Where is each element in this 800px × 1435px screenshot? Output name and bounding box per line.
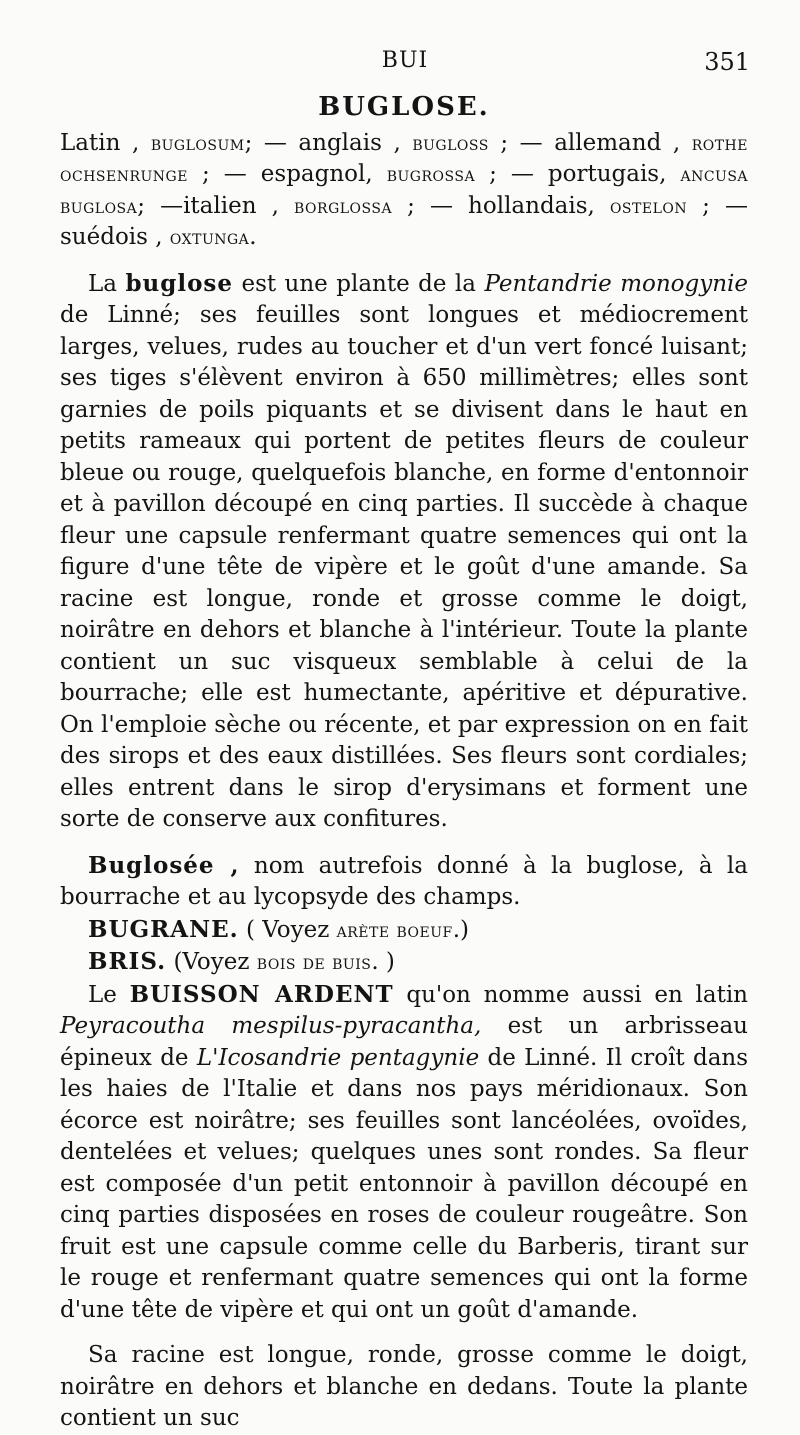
- term-bugrane: BUGRANE.: [88, 915, 239, 943]
- name-suedois: oxtunga: [169, 225, 250, 249]
- paragraph-bris: [60, 946, 748, 979]
- text-sep7: ; — suédois ,: [60, 192, 748, 250]
- text-shrub-of: est un arbrisseau épineux de: [60, 1013, 748, 1071]
- text-sep6: ; — hollandais,: [407, 192, 595, 219]
- text-buglosee: nom autrefois donné à la buglose, à la bourrache et au lycopsyde des champs.: [60, 852, 748, 910]
- text-sep2: ; — allemand ,: [500, 129, 681, 156]
- term-buisson-ardent: BUISSON ARDENT: [129, 980, 394, 1008]
- name-espagnol: bugrossa: [386, 162, 476, 186]
- paragraph-buglosee: [60, 850, 748, 914]
- taxon-pentandrie: Pentandrie monogynie: [484, 270, 749, 297]
- paragraph-buglose-description: [60, 268, 748, 836]
- term-buglose: buglose: [125, 269, 233, 297]
- paragraph-buisson-root: Sa racine est longue, ronde, grosse comme le doigt, noirâtre en dehors et blanche en dedans. Toute la plante contient un suc: [60, 1342, 748, 1431]
- page-number: 351: [704, 48, 750, 76]
- name-allemand: rothe ochsenrunge: [60, 130, 748, 186]
- crossref-arete-boeuf: arète boeuf: [336, 917, 453, 942]
- text-bugrane-post: .): [452, 916, 469, 943]
- running-head: BUI: [381, 48, 429, 73]
- text-bugrane-pre: ( Voyez: [245, 916, 330, 943]
- text-sep5: ; —italien ,: [137, 192, 279, 219]
- text-buglose-body: de Linné; ses feuilles sont longues et médiocrement larges, velues, rudes au toucher et d'un vert foncé luisant; ses tiges s'élèvent environ à 650 millimètres; elles sont garnies de poils piquants et se divisent dans le haut en petits rameaux qui portent de petites fleurs de couleur bleue ou rouge, quelquefois blanche, en forme d'entonnoir et à pavillon découpé en cinq parties. Il succède à chaque fleur une capsule renfermant quatre semences qui ont la figure d'une tête de vipère et le goût d'une amande. Sa racine est longue, ronde et grosse comme le doigt, noirâtre en dehors et blanche à l'intérieur. Toute la plante contient un suc visqueux semblable à celui de la bourrache; elle est humectante, apéritive et dépurative. On l'emploie sèche ou récente, et par expression on en fait des sirops et des eaux distillées. Ses fleurs sont cordiales; elles entrent dans le sirop d'erysimans et forment une sorte de conserve aux confitures.: [60, 302, 748, 832]
- text-plant-of: est une plante de la: [241, 270, 476, 297]
- name-latin: buglosum: [150, 130, 245, 155]
- text-bris-post: . ): [371, 949, 395, 975]
- text-latin-label: Latin ,: [60, 129, 140, 156]
- name-italien: borglossa: [294, 193, 393, 218]
- text-la: La: [88, 270, 117, 297]
- name-portugais: ancusa buglosa: [60, 162, 749, 218]
- text-latin-name-intro: qu'on nomme aussi en latin: [406, 981, 748, 1008]
- taxon-icosandrie: L'Icosandrie pentagynie: [196, 1044, 480, 1071]
- text-bris-pre: (Voyez: [173, 949, 250, 975]
- entry-title-buglose: BUGLOSE.: [318, 92, 490, 122]
- paragraph-bugrane: [60, 914, 748, 947]
- term-buglosee: Buglosée ,: [88, 851, 240, 879]
- name-anglais: bugloss: [412, 130, 489, 155]
- term-bris: BRIS.: [88, 948, 167, 975]
- name-hollandais: ostelon: [609, 193, 688, 218]
- text-sep1: ; — anglais ,: [244, 129, 401, 156]
- text-sep3: ; — espagnol,: [201, 161, 373, 187]
- latin-name-peyracoutha: Peyracoutha mespilus-pyracantha,: [60, 1013, 482, 1039]
- text-sep4: ; — portugais,: [489, 161, 667, 187]
- crossref-bois-de-buis: bois de buis: [256, 950, 372, 974]
- text-end: .: [249, 224, 257, 250]
- page-header: [60, 48, 750, 82]
- text-le: Le: [88, 981, 117, 1008]
- page-body: [60, 92, 748, 1435]
- paragraph-buisson-ardent: [60, 979, 748, 1327]
- text-buisson-body: de Linné. Il croît dans les haies de l'Italie et dans nos pays méridionaux. Son écorce est noirâtre; ses feuilles sont lancéolées, ovoïdes, dentelées et velues; quelques unes sont rondes. Sa fleur est composée d'un petit entonnoir à pavillon découpé en cinq parties disposées en roses de couleur rougeâtre. Son fruit est une capsule comme celle du Barberis, tirant sur le rouge et renfermant quatre semences qui ont la forme d'une tête de vipère et qui ont un goût d'amande.: [60, 1044, 749, 1323]
- foreign-names-paragraph: [60, 128, 748, 254]
